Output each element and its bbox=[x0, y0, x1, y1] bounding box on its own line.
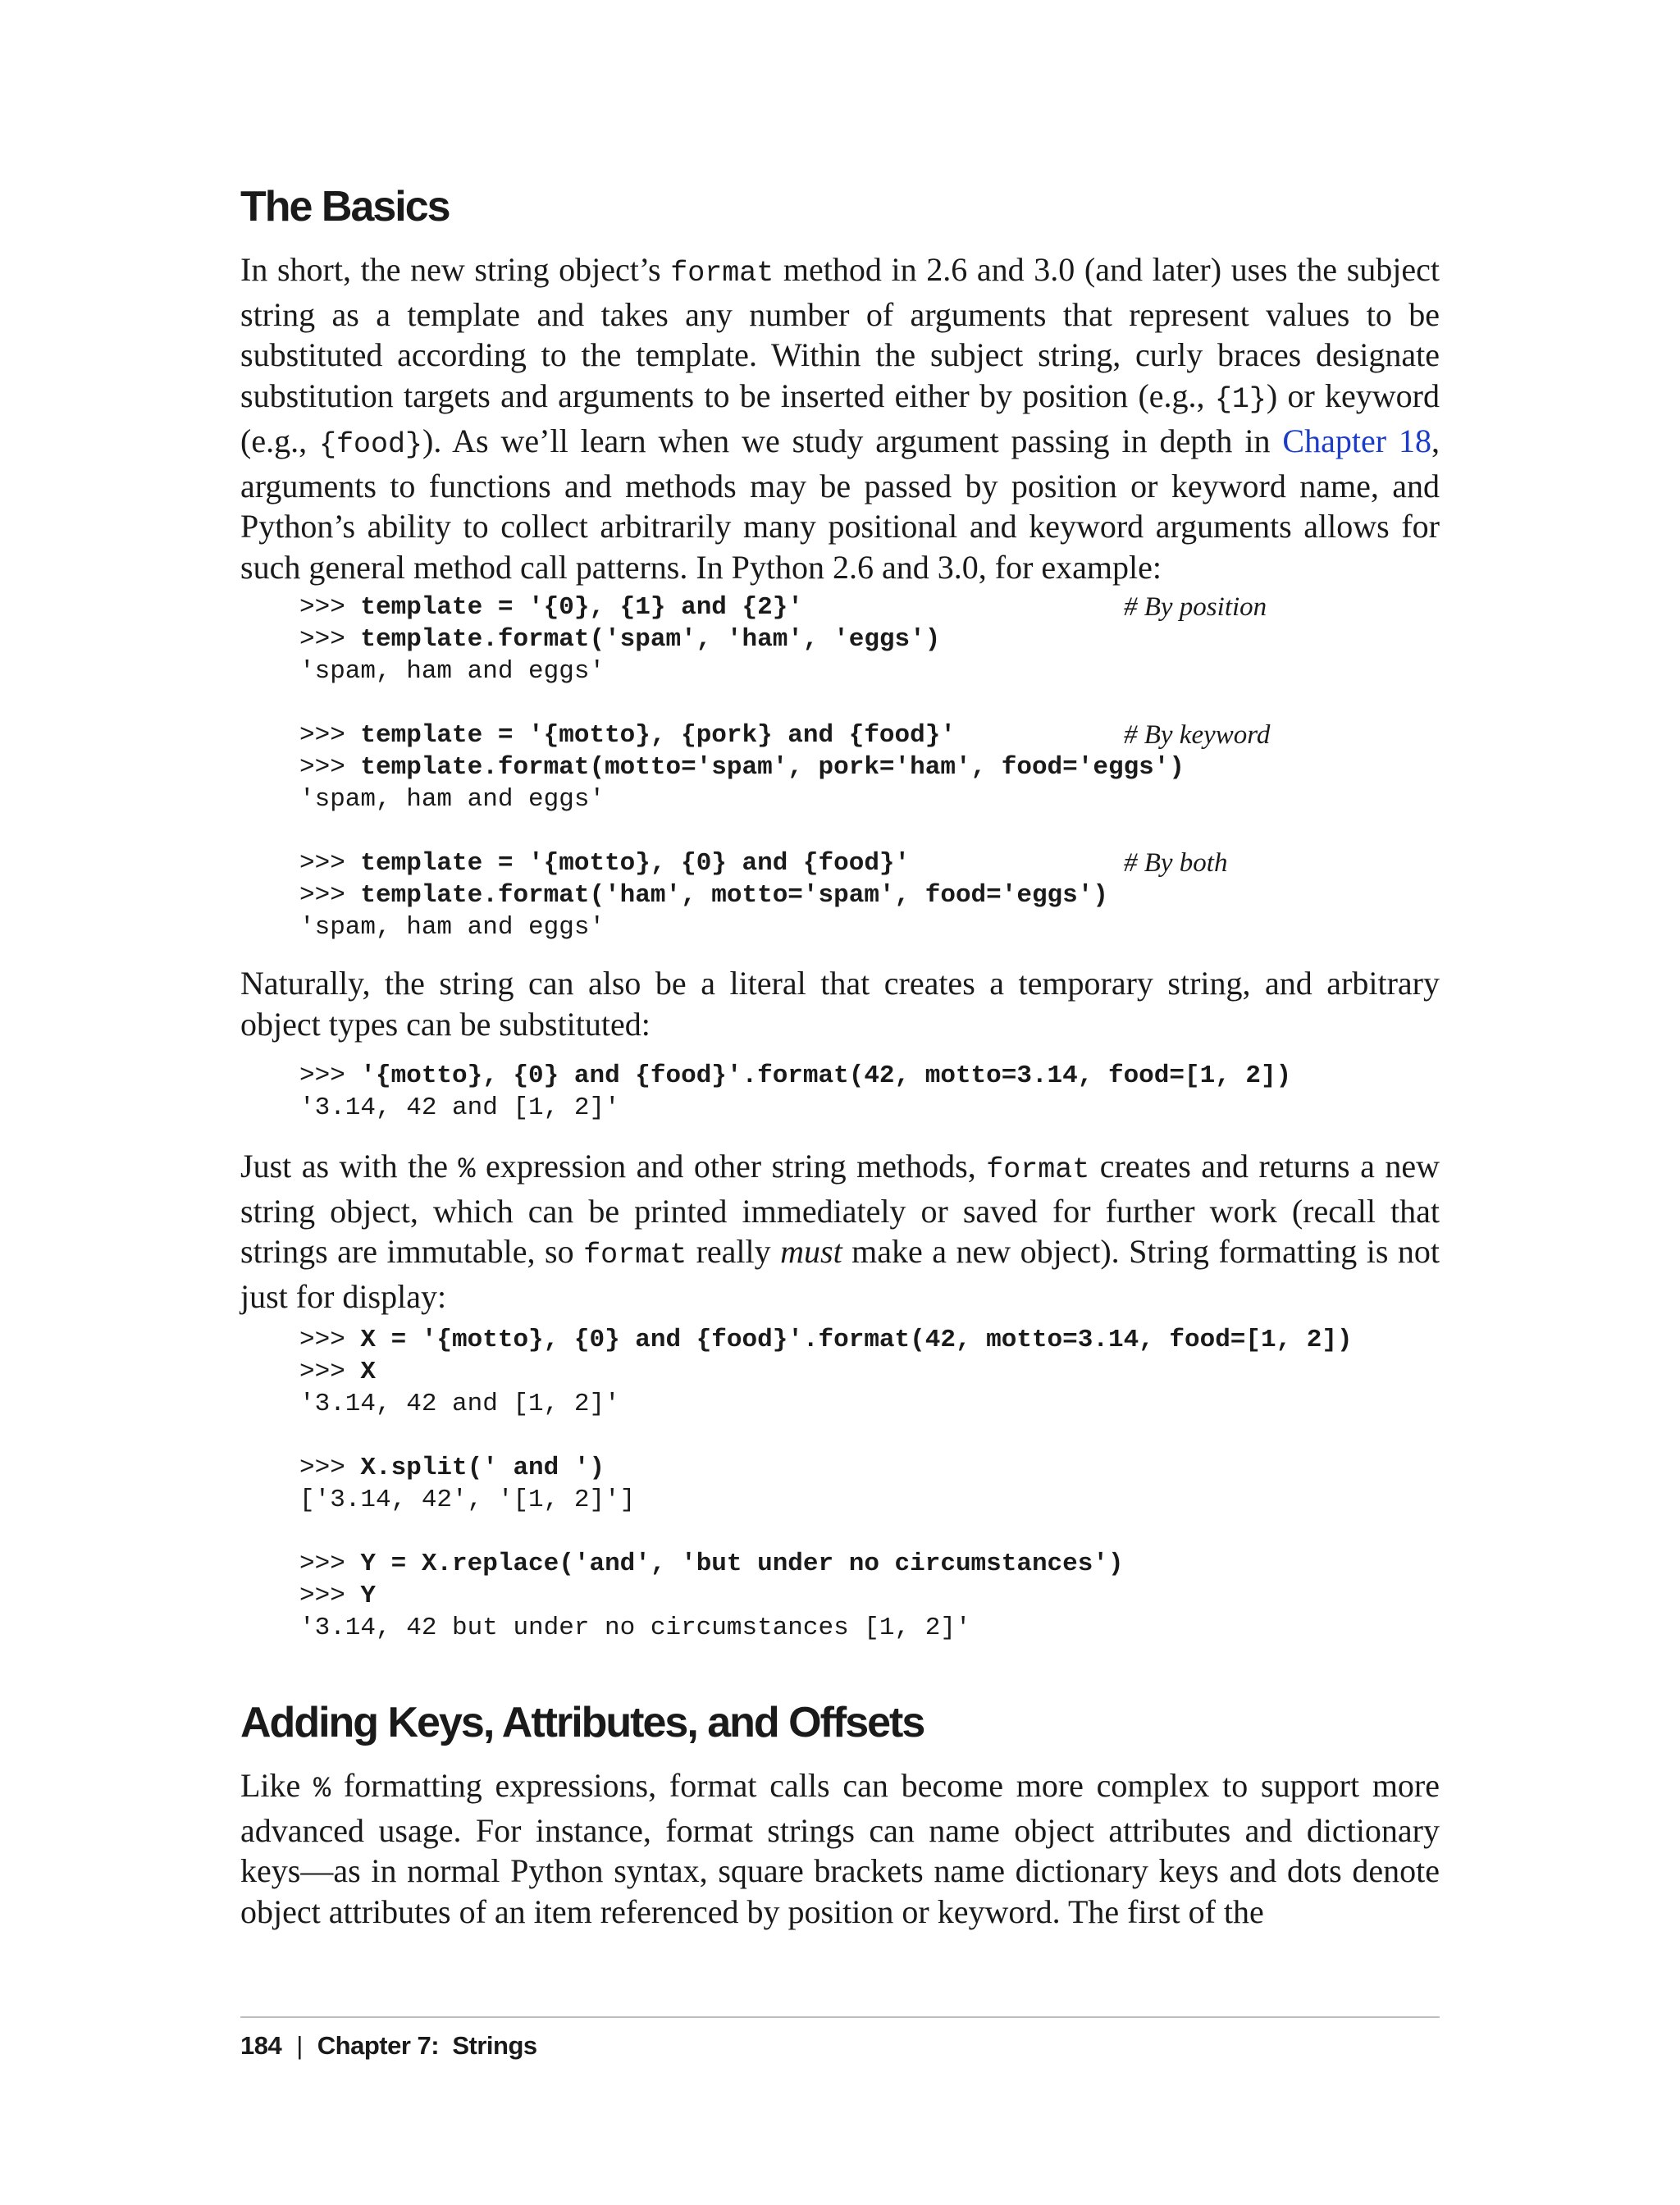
code-line bbox=[299, 1484, 1448, 1516]
code-blank-line bbox=[299, 687, 1448, 719]
code-input: Y = X.replace('and', 'but under no circumstances') bbox=[360, 1550, 1124, 1578]
code-output: '3.14, 42 and [1, 2]' bbox=[299, 1093, 620, 1122]
code-input: template = '{motto}, {0} and {food}' bbox=[360, 849, 911, 878]
code-line bbox=[299, 1092, 1448, 1124]
code-input: template.format('ham', motto='spam', food='eggs') bbox=[360, 881, 1108, 910]
code-line bbox=[299, 1580, 1448, 1612]
code-prompt: >>> bbox=[299, 753, 361, 782]
page-footer bbox=[240, 2031, 537, 2061]
code-line bbox=[299, 847, 1448, 879]
code-input: template.format(motto='spam', pork='ham', food='eggs') bbox=[360, 753, 1185, 782]
code-line bbox=[299, 623, 1448, 655]
code-comment: # By both bbox=[1124, 848, 1228, 878]
code-line bbox=[299, 655, 1448, 687]
code-prompt: >>> bbox=[299, 721, 361, 750]
immutability-paragraph bbox=[240, 1146, 1440, 1317]
inline-code: format bbox=[670, 257, 774, 290]
code-prompt: >>> bbox=[299, 1582, 361, 1610]
code-input: Y bbox=[360, 1582, 377, 1610]
code-blank-line bbox=[299, 815, 1448, 847]
code-input: X = '{motto}, {0} and {food}'.format(42, motto=3.14, food=[1, 2]) bbox=[360, 1326, 1353, 1354]
code-line bbox=[299, 911, 1448, 943]
code-prompt: >>> bbox=[299, 1061, 361, 1090]
code-line bbox=[299, 751, 1448, 783]
code-blank-line bbox=[299, 1516, 1448, 1548]
text-run: expression and other string methods, bbox=[475, 1148, 987, 1185]
text-run: method in 2.6 and 3.0 (and later) uses the subject string as a template and takes any number of arguments that represent values to be substituted according to the template. Within the subject string, curly braces designate substitution targets and arguments to be inserted either by position (e.g., bbox=[240, 251, 1440, 415]
footer-rule bbox=[240, 2016, 1440, 2018]
code-output: 'spam, ham and eggs' bbox=[299, 785, 605, 814]
basics-paragraph-1 bbox=[240, 249, 1440, 588]
code-prompt: >>> bbox=[299, 625, 361, 654]
code-comment: # By keyword bbox=[1124, 720, 1271, 750]
code-output: 'spam, ham and eggs' bbox=[299, 657, 605, 686]
keys-paragraph-1 bbox=[240, 1765, 1440, 1933]
section-heading-keys-attributes-offsets: Adding Keys, Attributes, and Offsets bbox=[240, 1699, 924, 1746]
text-run: , arguments to functions and methods may be passed by position or keyword name, and Python’s ability to collect arbitrarily many positional and keyword arguments allows for such general method call patterns. In Python 2.6 and 3.0, for example: bbox=[240, 422, 1440, 586]
inline-code: format bbox=[583, 1239, 687, 1272]
inline-code: {1} bbox=[1214, 383, 1267, 417]
code-comment: # By position bbox=[1124, 592, 1267, 622]
chapter-title: Chapter 7: Strings bbox=[317, 2031, 537, 2060]
text-run: Just as with the bbox=[240, 1148, 459, 1185]
code-line bbox=[299, 1612, 1448, 1644]
text-run: Like bbox=[240, 1767, 314, 1804]
code-input: X bbox=[360, 1358, 377, 1386]
inline-code: % bbox=[313, 1773, 331, 1806]
text-run: creates and returns a new string object, which can be printed immediately or saved for further work (recall that strings are immutable, so bbox=[240, 1148, 1440, 1271]
text-run: really bbox=[687, 1233, 781, 1271]
code-line bbox=[299, 1548, 1448, 1580]
code-prompt: >>> bbox=[299, 1326, 361, 1354]
code-block-literal-format bbox=[299, 1060, 1448, 1124]
page-number: 184 bbox=[240, 2031, 282, 2060]
code-line bbox=[299, 879, 1448, 911]
code-output: ['3.14, 42', '[1, 2]'] bbox=[299, 1486, 636, 1514]
code-line bbox=[299, 1060, 1448, 1092]
code-prompt: >>> bbox=[299, 1454, 361, 1482]
code-input: template = '{motto}, {pork} and {food}' bbox=[360, 721, 956, 750]
code-input: template = '{0}, {1} and {2}' bbox=[360, 593, 803, 622]
code-prompt: >>> bbox=[299, 881, 361, 910]
code-line bbox=[299, 1356, 1448, 1388]
code-line bbox=[299, 719, 1448, 751]
chapter-link[interactable]: Chapter 18 bbox=[1282, 422, 1431, 459]
code-line bbox=[299, 783, 1448, 815]
code-block-format-templates bbox=[299, 591, 1448, 943]
footer-separator: | bbox=[296, 2031, 303, 2060]
code-output: '3.14, 42 and [1, 2]' bbox=[299, 1390, 620, 1418]
text-run: ) or keyword (e.g., bbox=[240, 377, 1440, 459]
code-input: X.split(' and ') bbox=[360, 1454, 605, 1482]
code-prompt: >>> bbox=[299, 849, 361, 878]
code-block-split-replace bbox=[299, 1324, 1448, 1644]
code-input: '{motto}, {0} and {food}'.format(42, motto=3.14, food=[1, 2]) bbox=[360, 1061, 1292, 1090]
text-run: In short, the new string object’s bbox=[240, 251, 671, 288]
code-line bbox=[299, 1324, 1448, 1356]
inline-code: format bbox=[986, 1153, 1090, 1186]
code-line bbox=[299, 1388, 1448, 1420]
code-blank-line bbox=[299, 1420, 1448, 1452]
literal-paragraph bbox=[240, 963, 1440, 1044]
code-input: template.format('spam', 'ham', 'eggs') bbox=[360, 625, 941, 654]
code-prompt: >>> bbox=[299, 1358, 361, 1386]
emphasis: must bbox=[780, 1233, 842, 1271]
code-line bbox=[299, 591, 1448, 623]
inline-code: {food} bbox=[319, 427, 423, 461]
code-line bbox=[299, 1452, 1448, 1484]
text-run: formatting expressions, format calls can become more complex to support more advanced usage. For instance, format strings can name object attributes and dictionary keys—as in normal Python syntax, square brackets name dictionary keys and dots denote object attributes of an item referenced by position or keyword. The first of the bbox=[240, 1767, 1440, 1931]
text-run: Naturally, the string can also be a literal that creates a temporary string, and arbitrary object types can be substituted: bbox=[240, 965, 1440, 1043]
code-prompt: >>> bbox=[299, 1550, 361, 1578]
section-heading-the-basics: The Basics bbox=[240, 183, 450, 231]
code-output: 'spam, ham and eggs' bbox=[299, 913, 605, 942]
text-run: make a new object). String formatting is not just for display: bbox=[240, 1233, 1440, 1316]
code-prompt: >>> bbox=[299, 593, 361, 622]
inline-code: % bbox=[458, 1153, 476, 1186]
text-run: ). As we’ll learn when we study argument passing in depth in bbox=[422, 422, 1283, 459]
code-output: '3.14, 42 but under no circumstances [1, 2]' bbox=[299, 1614, 971, 1642]
